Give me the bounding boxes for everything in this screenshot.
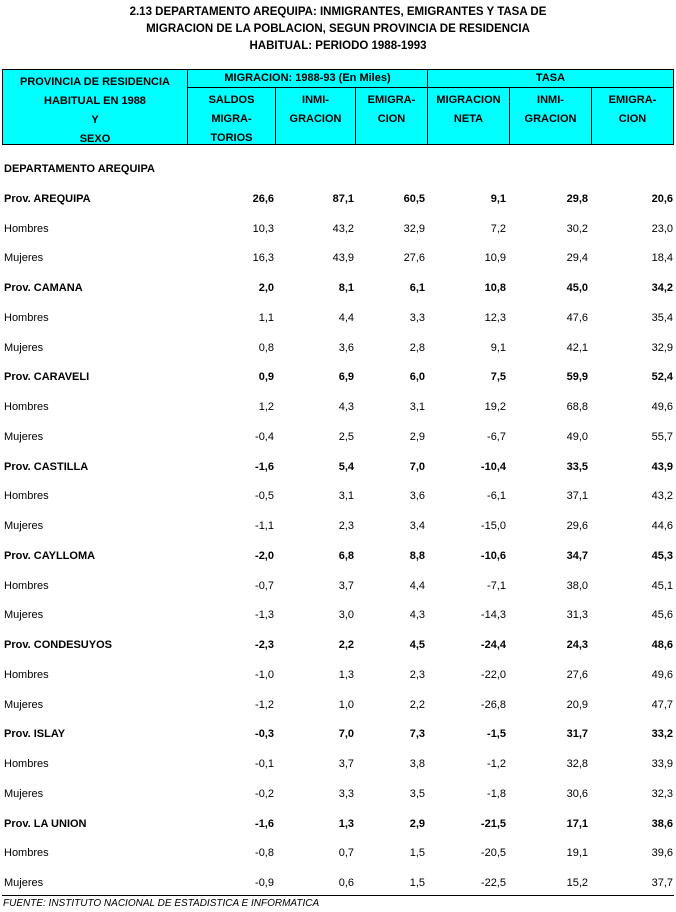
cell-tasa-inmigracion: 32,8 <box>566 758 588 770</box>
cell-tasa-inmigracion: 59,9 <box>566 371 588 384</box>
table-header <box>2 69 674 145</box>
table-row <box>0 867 676 897</box>
cell-tasa-inmigracion: 29,4 <box>566 252 588 265</box>
cell-inmigracion: 4,3 <box>338 401 354 413</box>
table-body <box>0 153 676 897</box>
cell-saldos: -0,5 <box>255 490 274 503</box>
cell-migracion-neta: -6,1 <box>487 490 506 503</box>
cell-tasa-emigracion: 43,9 <box>651 460 673 473</box>
cell-inmigracion: 3,6 <box>338 341 354 354</box>
cell-tasa-inmigracion: 37,1 <box>566 490 588 503</box>
cell-tasa-inmigracion: 31,3 <box>566 609 588 622</box>
row-label: Hombres <box>4 847 49 860</box>
cell-tasa-emigracion: 23,0 <box>651 222 673 235</box>
cell-emigracion: 2,3 <box>409 668 425 681</box>
cell-saldos: -1,2 <box>255 698 274 711</box>
cell-inmigracion: 43,2 <box>332 222 354 235</box>
cell-inmigracion: 3,7 <box>338 579 354 592</box>
title-line-2: MIGRACION DE LA POBLACION, SEGUN PROVINCIA DE RESIDENCIA <box>146 23 530 35</box>
cell-tasa-inmigracion: 30,2 <box>566 222 588 235</box>
cell-saldos: -0,4 <box>255 430 274 443</box>
cell-tasa-emigracion: 37,7 <box>651 877 673 889</box>
cell-tasa-inmigracion: 33,5 <box>566 460 588 473</box>
table-row <box>0 689 676 719</box>
cell-tasa-emigracion: 33,9 <box>651 758 673 770</box>
cell-tasa-emigracion: 35,4 <box>651 311 673 324</box>
cell-tasa-inmigracion: 47,6 <box>566 311 588 324</box>
cell-emigracion: 7,3 <box>409 728 425 741</box>
cell-migracion-neta: -20,5 <box>480 847 506 860</box>
cell-tasa-inmigracion: 68,8 <box>566 401 588 413</box>
cell-migracion-neta: -7,1 <box>487 579 506 592</box>
source-note: FUENTE: INSTITUTO NACIONAL DE ESTADISTICA E INFORMATICA <box>3 898 320 909</box>
cell-saldos: -0,8 <box>255 847 274 860</box>
cell-inmigracion: 2,5 <box>338 430 354 443</box>
cell-saldos: -1,1 <box>255 520 274 532</box>
cell-migracion-neta: -10,6 <box>480 549 506 562</box>
cell-tasa-inmigracion: 38,0 <box>566 579 588 592</box>
header-col-emigracion: EMIGRA- CION <box>367 94 416 125</box>
cell-tasa-inmigracion: 29,6 <box>566 520 588 532</box>
table-row <box>0 302 676 332</box>
table-row <box>0 332 676 362</box>
cell-migracion-neta: -26,8 <box>480 698 506 711</box>
cell-emigracion: 3,1 <box>409 401 425 413</box>
cell-emigracion: 1,5 <box>409 877 425 889</box>
cell-migracion-neta: -10,4 <box>480 460 506 473</box>
header-province: PROVINCIA DE RESIDENCIA HABITUAL EN 1988 Y SEXO <box>20 76 170 145</box>
cell-inmigracion: 87,1 <box>332 192 354 205</box>
row-label: Mujeres <box>4 698 44 711</box>
table-title <box>0 4 676 55</box>
cell-migracion-neta: 7,5 <box>490 371 506 384</box>
cell-emigracion: 3,4 <box>409 520 425 532</box>
table-row <box>0 510 676 540</box>
province-row <box>0 183 676 213</box>
cell-saldos: 0,8 <box>258 341 274 354</box>
cell-inmigracion: 43,9 <box>332 252 354 265</box>
cell-saldos: 26,6 <box>252 192 274 205</box>
cell-tasa-inmigracion: 34,7 <box>566 549 588 562</box>
cell-saldos: 2,0 <box>258 282 274 294</box>
province-row <box>0 540 676 570</box>
cell-migracion-neta: 9,1 <box>490 341 506 354</box>
cell-saldos: 1,1 <box>258 311 274 324</box>
cell-migracion-neta: -22,5 <box>480 877 506 889</box>
cell-saldos: -0,2 <box>255 787 274 800</box>
cell-migracion-neta: -24,4 <box>480 639 506 651</box>
row-label: Mujeres <box>4 252 44 265</box>
cell-inmigracion: 1,0 <box>338 698 354 711</box>
row-label: Prov. ISLAY <box>4 728 66 741</box>
row-label: Prov. CASTILLA <box>4 460 89 473</box>
cell-emigracion: 32,9 <box>403 222 425 235</box>
cell-emigracion: 3,8 <box>409 758 425 770</box>
cell-migracion-neta: -22,0 <box>480 668 506 681</box>
cell-tasa-emigracion: 48,6 <box>651 639 673 651</box>
cell-migracion-neta: 9,1 <box>490 192 506 205</box>
cell-saldos: 16,3 <box>252 252 274 265</box>
cell-tasa-inmigracion: 29,8 <box>566 192 588 205</box>
cell-saldos: 0,9 <box>258 371 274 384</box>
cell-inmigracion: 3,3 <box>338 787 354 800</box>
row-label: Hombres <box>4 311 49 324</box>
cell-tasa-inmigracion: 31,7 <box>566 728 588 741</box>
cell-emigracion: 3,6 <box>409 490 425 503</box>
cell-saldos: -0,3 <box>255 728 274 741</box>
cell-inmigracion: 0,6 <box>338 877 354 889</box>
cell-emigracion: 4,4 <box>409 579 425 592</box>
cell-saldos: -0,7 <box>255 579 274 592</box>
cell-migracion-neta: 7,2 <box>490 222 506 235</box>
cell-emigracion: 4,5 <box>409 639 425 651</box>
cell-inmigracion: 3,1 <box>338 490 354 503</box>
province-row <box>0 808 676 838</box>
table-row <box>0 242 676 272</box>
table-row <box>0 480 676 510</box>
province-row <box>0 451 676 481</box>
cell-saldos: -1,3 <box>255 609 274 622</box>
cell-emigracion: 4,3 <box>409 609 425 622</box>
cell-migracion-neta: 19,2 <box>484 401 506 413</box>
row-label: Hombres <box>4 222 49 235</box>
table-row <box>0 213 676 243</box>
cell-tasa-inmigracion: 19,1 <box>566 847 588 860</box>
cell-emigracion: 3,3 <box>409 311 425 324</box>
title-line-1: 2.13 DEPARTAMENTO AREQUIPA: INMIGRANTES, EMIGRANTES Y TASA DE <box>129 6 547 18</box>
cell-emigracion: 2,2 <box>409 698 425 711</box>
cell-tasa-inmigracion: 49,0 <box>566 430 588 443</box>
table-row <box>0 599 676 629</box>
row-label: Mujeres <box>4 609 44 622</box>
row-label: Prov. CONDESUYOS <box>4 639 112 651</box>
table-row <box>0 659 676 689</box>
row-label: Mujeres <box>4 520 44 532</box>
cell-tasa-emigracion: 45,3 <box>651 549 673 562</box>
cell-inmigracion: 6,8 <box>338 549 354 562</box>
header-col-saldos: SALDOS MIGRA- TORIOS <box>208 94 255 144</box>
cell-tasa-emigracion: 34,2 <box>651 282 673 294</box>
row-label: Mujeres <box>4 341 44 354</box>
row-label: Prov. CAMANA <box>4 282 83 294</box>
cell-tasa-inmigracion: 15,2 <box>566 877 588 889</box>
cell-tasa-emigracion: 43,2 <box>651 490 673 503</box>
section-row <box>0 153 676 183</box>
cell-tasa-inmigracion: 30,6 <box>566 787 588 800</box>
cell-tasa-emigracion: 18,4 <box>651 252 673 265</box>
cell-saldos: -1,0 <box>255 668 274 681</box>
cell-inmigracion: 3,7 <box>338 758 354 770</box>
cell-inmigracion: 5,4 <box>338 460 354 473</box>
cell-inmigracion: 6,9 <box>338 371 354 384</box>
province-row <box>0 272 676 302</box>
header-col-inmigracion: INMI- GRACION <box>289 94 342 125</box>
row-label: Hombres <box>4 758 49 770</box>
cell-tasa-emigracion: 52,4 <box>651 371 673 384</box>
cell-migracion-neta: 10,8 <box>484 282 506 294</box>
cell-inmigracion: 2,3 <box>338 520 354 532</box>
cell-migracion-neta: 10,9 <box>484 252 506 265</box>
cell-emigracion: 2,8 <box>409 341 425 354</box>
table-row <box>0 391 676 421</box>
cell-emigracion: 2,9 <box>409 817 425 830</box>
cell-emigracion: 27,6 <box>403 252 425 265</box>
row-label: Mujeres <box>4 877 44 889</box>
row-label: Hombres <box>4 579 49 592</box>
cell-emigracion: 6,1 <box>409 282 425 294</box>
cell-inmigracion: 7,0 <box>338 728 354 741</box>
cell-inmigracion: 8,1 <box>338 282 354 294</box>
cell-saldos: -2,3 <box>255 639 274 651</box>
section-label: DEPARTAMENTO AREQUIPA <box>4 163 155 175</box>
header-group-tasa: TASA <box>535 72 566 84</box>
table-bottom-rule <box>2 895 674 896</box>
cell-tasa-emigracion: 45,6 <box>651 609 673 622</box>
header-col-tasa-inmigracion: INMI- GRACION <box>524 94 577 125</box>
cell-tasa-emigracion: 44,6 <box>651 520 673 532</box>
cell-tasa-inmigracion: 24,3 <box>566 639 588 651</box>
cell-saldos: 10,3 <box>252 222 274 235</box>
cell-tasa-emigracion: 49,6 <box>651 401 673 413</box>
cell-migracion-neta: -15,0 <box>480 520 506 532</box>
cell-emigracion: 2,9 <box>409 430 425 443</box>
cell-tasa-inmigracion: 27,6 <box>566 668 588 681</box>
cell-tasa-emigracion: 32,3 <box>651 787 673 800</box>
cell-emigracion: 3,5 <box>409 787 425 800</box>
province-row <box>0 361 676 391</box>
cell-emigracion: 6,0 <box>409 371 425 384</box>
cell-inmigracion: 3,0 <box>338 609 354 622</box>
row-label: Prov. CAYLLOMA <box>4 549 96 562</box>
province-row <box>0 629 676 659</box>
cell-tasa-emigracion: 47,7 <box>651 698 673 711</box>
row-label: Hombres <box>4 401 49 413</box>
cell-tasa-emigracion: 39,6 <box>651 847 673 860</box>
cell-tasa-inmigracion: 42,1 <box>566 341 588 354</box>
cell-tasa-inmigracion: 45,0 <box>566 282 588 294</box>
cell-tasa-emigracion: 33,2 <box>651 728 673 741</box>
cell-inmigracion: 0,7 <box>338 847 354 860</box>
cell-tasa-emigracion: 49,6 <box>651 668 673 681</box>
table-row <box>0 570 676 600</box>
province-row <box>0 718 676 748</box>
table-row <box>0 421 676 451</box>
cell-inmigracion: 2,2 <box>338 639 354 651</box>
cell-inmigracion: 1,3 <box>338 817 354 830</box>
cell-tasa-emigracion: 45,1 <box>651 579 673 592</box>
cell-tasa-emigracion: 55,7 <box>651 430 673 443</box>
row-label: Hombres <box>4 668 49 681</box>
cell-tasa-emigracion: 32,9 <box>651 341 673 354</box>
header-group-underline <box>187 87 673 88</box>
cell-saldos: -1,6 <box>255 460 274 473</box>
cell-inmigracion: 1,3 <box>338 668 354 681</box>
cell-saldos: -0,9 <box>255 877 274 889</box>
cell-migracion-neta: -6,7 <box>487 430 506 443</box>
cell-saldos: 1,2 <box>258 401 274 413</box>
row-label: Hombres <box>4 490 49 503</box>
cell-migracion-neta: -1,5 <box>487 728 506 741</box>
row-label: Mujeres <box>4 787 44 800</box>
table-row <box>0 778 676 808</box>
cell-migracion-neta: -21,5 <box>480 817 506 830</box>
cell-tasa-emigracion: 20,6 <box>651 192 673 205</box>
cell-tasa-inmigracion: 17,1 <box>566 817 588 830</box>
header-group-migracion: MIGRACION: 1988-93 (En Miles) <box>224 72 391 84</box>
cell-saldos: -1,6 <box>255 817 274 830</box>
cell-migracion-neta: -1,8 <box>487 787 506 800</box>
cell-migracion-neta: 12,3 <box>484 311 506 324</box>
cell-emigracion: 8,8 <box>409 549 425 562</box>
title-line-3: HABITUAL: PERIODO 1988-1993 <box>249 40 427 52</box>
table-row <box>0 837 676 867</box>
cell-tasa-inmigracion: 20,9 <box>566 698 588 711</box>
header-col-tasa-emigracion: EMIGRA- CION <box>608 94 657 125</box>
row-label: Prov. LA UNION <box>4 817 87 830</box>
cell-saldos: -2,0 <box>255 549 274 562</box>
cell-inmigracion: 4,4 <box>338 311 354 324</box>
cell-tasa-emigracion: 38,6 <box>651 817 673 830</box>
cell-migracion-neta: -14,3 <box>480 609 506 622</box>
cell-migracion-neta: -1,2 <box>487 758 506 770</box>
cell-emigracion: 60,5 <box>403 192 425 205</box>
row-label: Mujeres <box>4 430 44 443</box>
cell-emigracion: 1,5 <box>409 847 425 860</box>
cell-saldos: -0,1 <box>255 758 274 770</box>
header-col-migracion-neta: MIGRACION NETA <box>436 94 501 125</box>
table-row <box>0 748 676 778</box>
row-label: Prov. AREQUIPA <box>4 192 91 205</box>
cell-emigracion: 7,0 <box>409 460 425 473</box>
row-label: Prov. CARAVELI <box>4 371 90 384</box>
